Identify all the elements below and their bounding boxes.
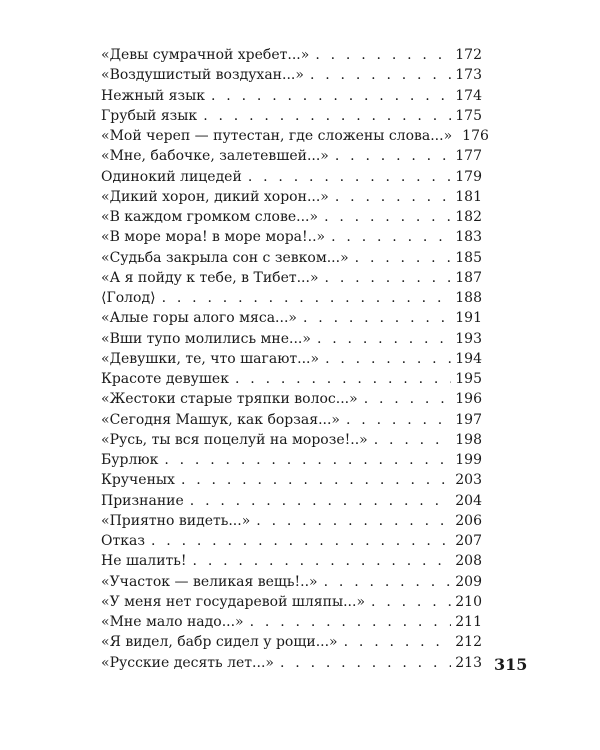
- dot-leader: [325, 349, 451, 369]
- toc-entry-title: «Приятно видеть...»: [101, 512, 251, 529]
- dot-leader: [324, 572, 452, 592]
- toc-entry-page: 204: [455, 492, 482, 509]
- toc-entry-title: «Мне, бабочке, залетевшей...»: [101, 148, 329, 165]
- toc-entry-title: «Девы сумрачной хребет...»: [101, 47, 310, 63]
- toc-entry-title: «Русские десять лет...»: [101, 654, 274, 671]
- dot-leader: [355, 248, 452, 268]
- dot-leader: [211, 86, 451, 106]
- toc-entry-title: «Сегодня Машук, как борзая...»: [101, 411, 340, 428]
- toc-entry-page: 199: [455, 452, 482, 468]
- toc-entry-page: 185: [455, 249, 482, 266]
- toc-entry: [101, 531, 482, 551]
- dot-leader: [151, 531, 451, 551]
- toc-entry-title: «Мне мало надо...»: [101, 614, 244, 630]
- toc-entry-title: «Я видел, бабр сидел у рощи...»: [101, 634, 338, 651]
- toc-entry-page: 208: [455, 553, 482, 570]
- table-of-contents: [101, 45, 489, 673]
- toc-entry-title: Бурлюк: [101, 452, 159, 468]
- toc-entry: [101, 491, 482, 511]
- toc-entry-title: Грубый язык: [101, 107, 198, 124]
- dot-leader: [256, 511, 451, 531]
- toc-entry-page: 194: [455, 350, 482, 367]
- toc-entry-page: 174: [455, 87, 482, 104]
- dot-leader: [331, 227, 451, 247]
- toc-entry: [101, 349, 482, 369]
- toc-entry-page: 172: [455, 47, 482, 63]
- dot-leader: [310, 65, 451, 85]
- toc-entry: [101, 389, 482, 409]
- toc-entry-title: «Судьба закрыла сон с зевком...»: [101, 249, 349, 266]
- toc-entry-title: Отказ: [101, 533, 145, 549]
- toc-entry-title: «Вши тупо молились мне...»: [101, 330, 311, 347]
- dot-leader: [325, 268, 452, 288]
- toc-entry-page: 176: [462, 128, 489, 144]
- dot-leader: [203, 106, 451, 126]
- toc-entry: [101, 146, 482, 166]
- toc-entry: [101, 369, 482, 389]
- toc-entry-title: «Жестоки старые тряпки волос...»: [101, 391, 358, 408]
- toc-entry: [101, 187, 482, 207]
- toc-entry-page: 191: [455, 310, 482, 327]
- toc-entry-title: Крученых: [101, 472, 175, 489]
- dot-leader: [164, 450, 451, 470]
- toc-entry-title: Одинокий лицедей: [101, 168, 242, 185]
- toc-entry-title: «В море мора! в море мора!..»: [101, 229, 326, 246]
- toc-entry-page: 182: [455, 209, 482, 225]
- dot-leader: [346, 410, 451, 430]
- dot-leader: [344, 632, 452, 652]
- toc-entry-page: 198: [455, 431, 482, 448]
- toc-entry-page: 207: [455, 533, 482, 549]
- toc-entry-title: «Девушки, те, что шагают...»: [101, 350, 320, 367]
- toc-entry: [101, 410, 482, 430]
- toc-entry-title: «У меня нет государевой шляпы...»: [101, 593, 366, 610]
- toc-entry: [101, 248, 482, 268]
- dot-leader: [374, 430, 452, 450]
- toc-entry-title: «Алые горы алого мяса...»: [101, 310, 297, 327]
- toc-entry: [101, 470, 482, 490]
- dot-leader: [193, 551, 452, 571]
- dot-leader: [181, 470, 451, 490]
- toc-entry-page: 181: [455, 188, 482, 205]
- toc-entry-title: «А я пойду к тебе, в Тибет...»: [101, 269, 319, 286]
- toc-entry-title: «Участок — великая вещь!..»: [101, 573, 318, 590]
- toc-entry: [101, 126, 489, 146]
- toc-entry-page: 183: [455, 229, 482, 246]
- toc-entry-title: Не шалить!: [101, 553, 187, 570]
- toc-entry: [101, 207, 482, 227]
- toc-entry: [101, 268, 482, 288]
- toc-entry-page: 196: [455, 391, 482, 408]
- toc-entry: [101, 106, 482, 126]
- dot-leader: [335, 146, 451, 166]
- toc-entry: [101, 572, 482, 592]
- dot-leader: [315, 45, 451, 65]
- dot-leader: [280, 653, 451, 673]
- toc-entry: [101, 592, 482, 612]
- toc-entry: [101, 308, 482, 328]
- dot-leader: [317, 329, 451, 349]
- toc-entry: [101, 430, 482, 450]
- toc-entry: [101, 551, 482, 571]
- toc-entry: [101, 450, 482, 470]
- toc-entry-title: «Мой череп — путестан, где сложены слова...»: [101, 128, 453, 144]
- dot-leader: [324, 207, 451, 227]
- toc-entry: [101, 86, 482, 106]
- toc-entry-page: 197: [455, 411, 482, 428]
- toc-entry-page: 193: [455, 330, 482, 347]
- toc-entry-title: «В каждом громком слове...»: [101, 209, 319, 225]
- toc-entry-page: 203: [455, 472, 482, 489]
- toc-entry-page: 187: [455, 269, 482, 286]
- toc-entry-page: 177: [455, 148, 482, 165]
- page-number: 315: [494, 655, 528, 674]
- dot-leader: [364, 389, 452, 409]
- toc-entry-page: 213: [455, 654, 482, 671]
- toc-entry: [101, 45, 482, 65]
- toc-entry: [101, 632, 482, 652]
- toc-entry-page: 175: [455, 107, 482, 124]
- toc-entry-title: ⟨Голод⟩: [101, 290, 156, 306]
- toc-entry: [101, 653, 482, 673]
- toc-entry-page: 188: [455, 290, 482, 306]
- dot-leader: [335, 187, 451, 207]
- dot-leader: [190, 491, 452, 511]
- toc-entry-page: 206: [455, 512, 482, 529]
- dot-leader: [235, 369, 451, 389]
- dot-leader: [162, 288, 452, 308]
- toc-entry: [101, 329, 482, 349]
- toc-entry-title: Красоте девушек: [101, 371, 229, 387]
- toc-entry-page: 179: [455, 168, 482, 185]
- toc-entry-title: «Дикий хорон, дикий хорон...»: [101, 188, 329, 205]
- toc-entry: [101, 227, 482, 247]
- toc-entry: [101, 612, 482, 632]
- toc-entry-page: 173: [455, 67, 482, 84]
- dot-leader: [303, 308, 451, 328]
- toc-entry-page: 211: [455, 614, 482, 630]
- toc-entry-title: «Русь, ты вся поцелуй на морозе!..»: [101, 431, 368, 448]
- toc-entry: [101, 288, 482, 308]
- dot-leader: [371, 592, 451, 612]
- toc-entry: [101, 65, 482, 85]
- dot-leader: [250, 612, 452, 632]
- toc-entry-page: 195: [455, 371, 482, 387]
- toc-entry-title: «Воздушистый воздухан...»: [101, 67, 304, 84]
- toc-entry-title: Признание: [101, 492, 184, 509]
- toc-entry-page: 209: [455, 573, 482, 590]
- toc-entry: [101, 167, 482, 187]
- toc-entry-page: 212: [455, 634, 482, 651]
- toc-entry: [101, 511, 482, 531]
- toc-entry-title: Нежный язык: [101, 87, 205, 104]
- dot-leader: [248, 167, 451, 187]
- toc-entry-page: 210: [455, 593, 482, 610]
